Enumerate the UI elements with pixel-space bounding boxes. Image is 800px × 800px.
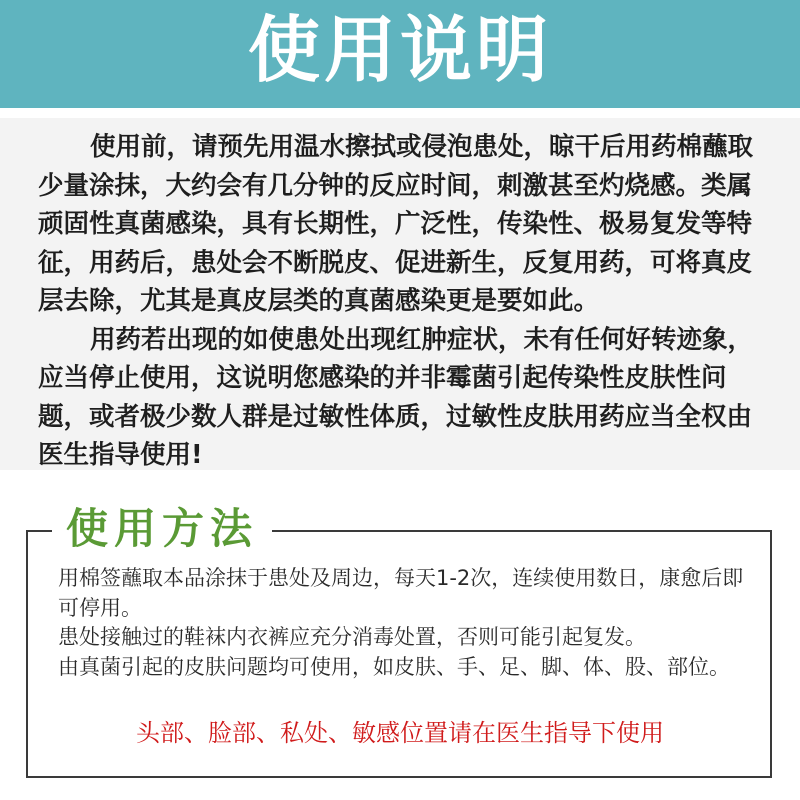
usage-method-item: 由真菌引起的皮肤问题均可使用，如皮肤、手、足、脚、体、股、部位。 [58, 654, 730, 679]
instructions-text [38, 128, 768, 475]
usage-method-item: 患处接触过的鞋袜内衣裤应充分消毒处置，否则可能引起复发。 [58, 625, 646, 649]
page-title: 使用说明 [247, 8, 552, 92]
usage-method-list [58, 564, 758, 682]
instructions-paragraph-1: 使用前，请预先用温水擦拭或侵泡患处，晾干后用药棉蘸取少量涂抹，大约会有几分钟的反应时间，刺激甚至灼烧感。类属顽固性真菌感染，具有长期性，广泛性，传染性、极易复发等特征，用药后，患处会不断脱皮、促进新生，反复用药，可将真皮层去除，尤其是真皮层类的真菌感染更是要如此。 [38, 132, 754, 316]
usage-method-title: 使用方法 [52, 500, 272, 558]
usage-warning: 头部、脸部、私处、敏感位置请在医生指导下使用 [136, 719, 664, 747]
usage-method-item: 用棉签蘸取本品涂抹于患处及周边，每天1-2次，连续使用数日，康愈后即可停用。 [58, 566, 744, 620]
instructions-paragraph-2: 用药若出现的如使患处出现红肿症状，未有任何好转迹象，应当停止使用，这说明您感染的并非霉菌引起传染性皮肤性问题，或者极少数人群是过敏性体质，过敏性皮肤用药应当全权由医生指导使用! [38, 324, 754, 470]
